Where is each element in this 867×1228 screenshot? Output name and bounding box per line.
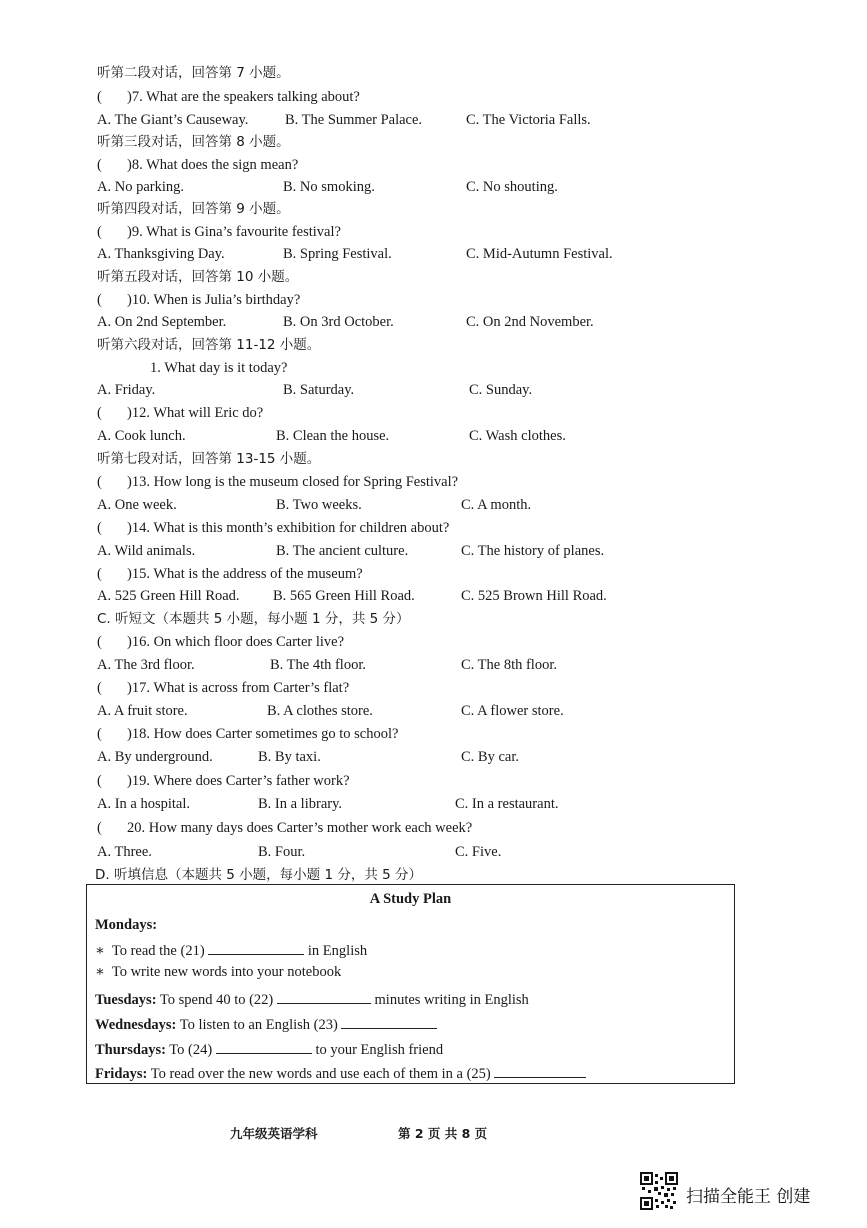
option-a: A. In a hospital. (97, 796, 191, 812)
option-b: B. The 4th floor. (270, 657, 366, 673)
section-heading-4: 听第四段对话，回答第 9 小题。 (97, 201, 290, 217)
option-a: A. No parking. (97, 179, 184, 195)
question-17: ( )17. What is across from Carter’s flat? (97, 680, 350, 696)
option-b: B. The Summer Palace. (285, 112, 423, 128)
option-a: A. A fruit store. (97, 703, 188, 719)
blank-24[interactable] (216, 1039, 312, 1054)
option-b: B. 565 Green Hill Road. (273, 588, 415, 604)
question-19: ( )19. Where does Carter’s father work? (97, 773, 350, 789)
question-13: ( )13. How long is the museum closed for Spring Festival? (97, 474, 459, 490)
question-12: ( )12. What will Eric do? (97, 405, 264, 421)
blank-25[interactable] (494, 1063, 586, 1078)
section-heading-7: 听第七段对话，回答第 13-15 小题。 (97, 451, 321, 467)
question-16: ( )16. On which floor does Carter live? (97, 634, 345, 650)
option-c: C. A flower store. (461, 703, 564, 719)
part-c-heading: C. 听短文（本题共 5 小题，每小题 1 分，共 5 分） (97, 611, 410, 627)
question-11: 1. What day is it today? (150, 360, 288, 376)
wednesdays-row: Wednesdays: To listen to an English (23) (95, 1014, 437, 1034)
option-b: B. Saturday. (283, 382, 355, 398)
option-c: C. Mid-Autumn Festival. (466, 246, 613, 262)
option-b: B. Spring Festival. (283, 246, 392, 262)
question-18: ( )18. How does Carter sometimes go to school? (97, 726, 399, 742)
option-b: B. Two weeks. (276, 497, 362, 513)
option-b: B. By taxi. (258, 749, 321, 765)
option-a: A. By underground. (97, 749, 213, 765)
footer-subject: 九年级英语学科 (230, 1126, 318, 1141)
mondays-item-1: ∗ To read the (21) in English (95, 940, 367, 960)
study-plan-title: A Study Plan (369, 891, 452, 907)
option-c: C. Sunday. (469, 382, 533, 398)
question-7: ( )7. What are the speakers talking about? (97, 89, 360, 105)
question-9: ( )9. What is Gina’s favourite festival? (97, 224, 341, 240)
question-8: ( )8. What does the sign mean? (97, 157, 299, 173)
option-a: A. Cook lunch. (97, 428, 186, 444)
option-a: A. The 3rd floor. (97, 657, 195, 673)
option-b: B. The ancient culture. (276, 543, 409, 559)
question-14: ( )14. What is this month’s exhibition for children about? (97, 520, 450, 536)
option-a: A. The Giant’s Causeway. (97, 112, 249, 128)
star-icon: ∗ (95, 943, 105, 959)
question-10: ( )10. When is Julia’s birthday? (97, 292, 301, 308)
question-15: ( )15. What is the address of the museum? (97, 566, 363, 582)
option-c: C. On 2nd November. (466, 314, 594, 330)
option-c: C. Five. (455, 844, 502, 860)
option-a: A. 525 Green Hill Road. (97, 588, 240, 604)
option-a: A. Three. (97, 844, 152, 860)
option-a: A. Thanksgiving Day. (97, 246, 225, 262)
study-plan-box (86, 884, 735, 1084)
part-d-heading: D. 听填信息（本题共 5 小题，每小题 1 分，共 5 分） (95, 867, 422, 883)
question-20: ( 20. How many days does Carter’s mother work each week? (97, 820, 473, 836)
thursdays-row: Thursdays: To (24) to your English friend (95, 1039, 443, 1059)
option-c: C. No shouting. (466, 179, 558, 195)
section-heading-2: 听第二段对话，回答第 7 小题。 (97, 65, 290, 81)
option-b: B. In a library. (258, 796, 343, 812)
mondays-item-2: ∗ To write new words into your notebook (95, 964, 342, 980)
fridays-row: Fridays: To read over the new words and use each of them in a (25) (95, 1063, 586, 1083)
star-icon: ∗ (95, 964, 105, 980)
scanner-brand-text: 扫描全能王 创建 (686, 1187, 811, 1207)
option-b: B. Four. (258, 844, 306, 860)
mondays-label: Mondays: (95, 917, 158, 933)
option-a: A. Wild animals. (97, 543, 196, 559)
tuesdays-row: Tuesdays: To spend 40 to (22) minutes writing in English (95, 989, 529, 1009)
option-b: B. On 3rd October. (283, 314, 394, 330)
option-b: B. No smoking. (283, 179, 375, 195)
blank-21[interactable] (208, 940, 304, 955)
section-heading-5: 听第五段对话，回答第 10 小题。 (97, 269, 299, 285)
option-a: A. One week. (97, 497, 177, 513)
option-a: A. On 2nd September. (97, 314, 227, 330)
option-c: C. 525 Brown Hill Road. (461, 588, 607, 604)
section-heading-6: 听第六段对话，回答第 11-12 小题。 (97, 337, 321, 353)
qr-code-icon (640, 1172, 678, 1210)
blank-23[interactable] (341, 1014, 437, 1029)
section-heading-3: 听第三段对话，回答第 8 小题。 (97, 134, 290, 150)
footer-page-number: 第 2 页 共 8 页 (398, 1126, 488, 1141)
option-c: C. The Victoria Falls. (466, 112, 591, 128)
option-b: B. A clothes store. (267, 703, 373, 719)
option-c: C. By car. (461, 749, 519, 765)
option-c: C. Wash clothes. (469, 428, 566, 444)
option-b: B. Clean the house. (276, 428, 390, 444)
option-c: C. The history of planes. (461, 543, 605, 559)
option-a: A. Friday. (97, 382, 156, 398)
option-c: C. A month. (461, 497, 532, 513)
blank-22[interactable] (277, 989, 371, 1004)
option-c: C. The 8th floor. (461, 657, 557, 673)
option-c: C. In a restaurant. (455, 796, 559, 812)
